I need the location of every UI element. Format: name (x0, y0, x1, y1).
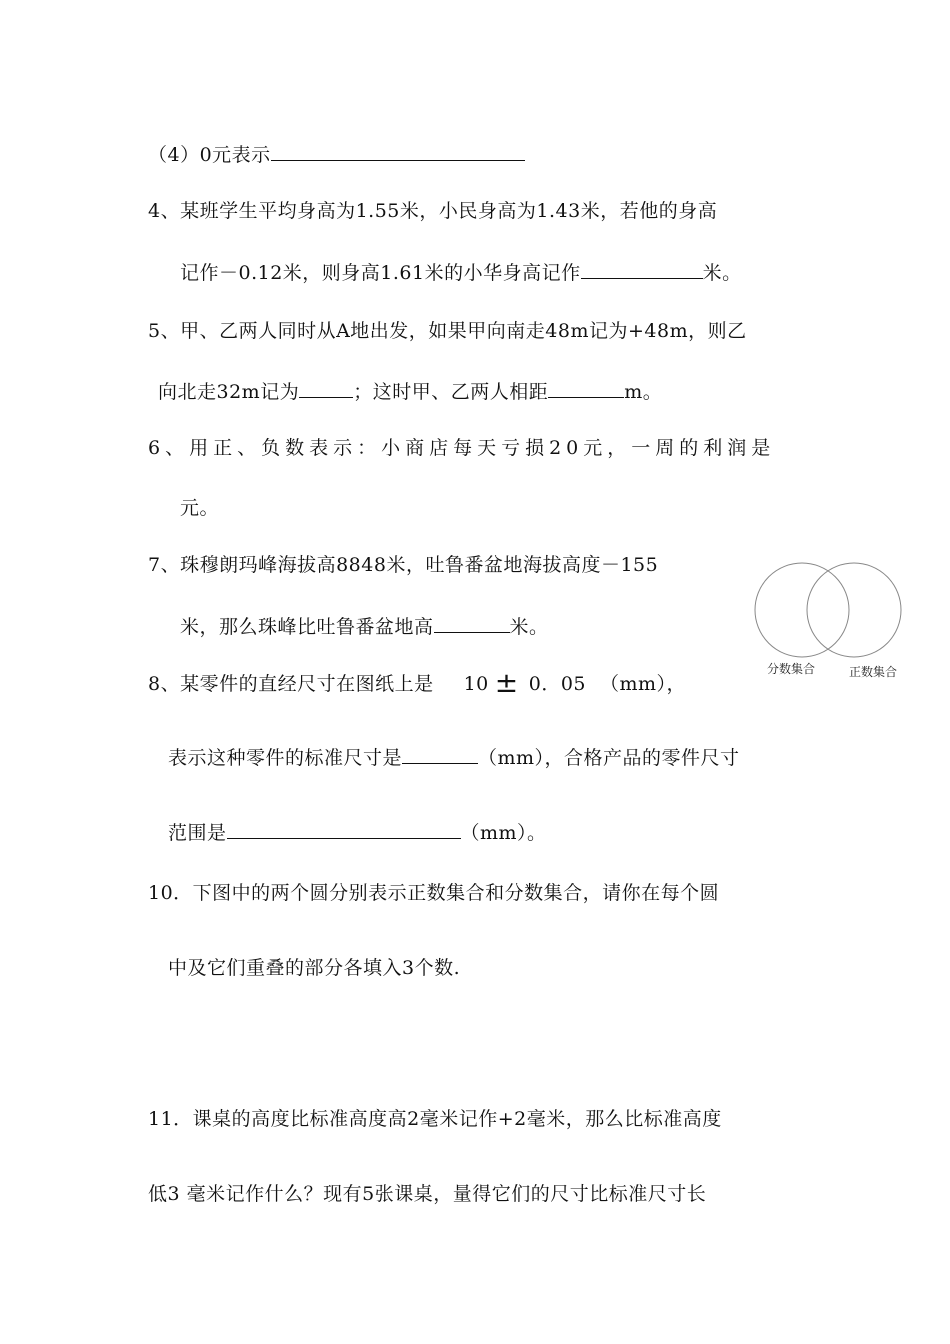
answer-blank[interactable] (581, 258, 703, 279)
q8-text-2b: （mm），合格产品的零件尺寸 (478, 747, 740, 769)
q8-nominal: 10 (463, 673, 489, 695)
q8-text-2a: 表示这种零件的标准尺寸是 (168, 747, 403, 769)
positive-set-circle (807, 563, 901, 657)
fraction-set-circle (755, 563, 849, 657)
q10-line-1: 10．下图中的两个圆分别表示正数集合和分数集合，请你在每个圆 (148, 882, 720, 904)
q4-text: 记作－0.12米，则身高1.61米的小华身高记作 (180, 262, 581, 284)
q8-tolerance: 0．05 (528, 673, 587, 695)
fraction-set-label: 分数集合 (767, 662, 816, 676)
q7-line-1: 7、珠穆朗玛峰海拔高8848米，吐鲁番盆地海拔高度－155 (148, 554, 659, 576)
venn-diagram (750, 560, 915, 670)
q7-text: 米，那么珠峰比吐鲁番盆地高 (180, 616, 434, 638)
q5-unit: m。 (624, 381, 663, 403)
answer-blank[interactable] (402, 743, 478, 764)
q8-text-3a: 范围是 (168, 822, 227, 844)
q3-4-text: （4）0元表示 (148, 144, 271, 166)
q11-line-2: 低3 毫米记作什么？现有5张课桌，量得它们的尺寸比标准尺寸长 (148, 1183, 707, 1205)
q4-line-1: 4、某班学生平均身高为1.55米，小民身高为1.43米，若他的身高 (148, 200, 718, 222)
q4-unit: 米。 (702, 262, 742, 284)
answer-blank[interactable] (227, 818, 461, 839)
q8-text-3b: （mm）。 (460, 822, 547, 844)
q7-line-2 (180, 612, 549, 640)
answer-blank[interactable] (271, 140, 525, 161)
q8-line-2 (168, 743, 740, 771)
q6-line-1: 6、用正、负数表示：小商店每天亏损20元，一周的利润是 (148, 437, 776, 459)
q7-unit: 米。 (509, 616, 549, 638)
answer-blank[interactable] (548, 377, 624, 398)
q4-line-2 (180, 258, 742, 286)
answer-blank[interactable] (434, 612, 510, 633)
q10-line-2: 中及它们重叠的部分各填入3个数. (168, 957, 461, 979)
q6-line-2: 元。 (180, 497, 220, 519)
q3-4-line (148, 140, 525, 168)
answer-blank[interactable] (299, 377, 353, 398)
q5-line-1: 5、甲、乙两人同时从A地出发，如果甲向南走48m记为+48m，则乙 (148, 320, 747, 342)
q5-line-2 (158, 377, 662, 405)
q5-text-a: 向北走32m记为 (158, 381, 300, 403)
positive-set-label: 正数集合 (849, 665, 898, 679)
plus-minus-symbol: ± (494, 666, 519, 699)
q5-text-b: ；这时甲、乙两人相距 (353, 381, 549, 403)
q8-line-3 (168, 818, 547, 846)
q8-text: 8、某零件的直经尺寸在图纸上是 (148, 673, 434, 695)
q8-unit: （mm）， (600, 673, 687, 695)
q8-line-1 (148, 668, 686, 697)
q11-line-1: 11．课桌的高度比标准高度高2毫米记作+2毫米，那么比标准高度 (148, 1108, 722, 1130)
